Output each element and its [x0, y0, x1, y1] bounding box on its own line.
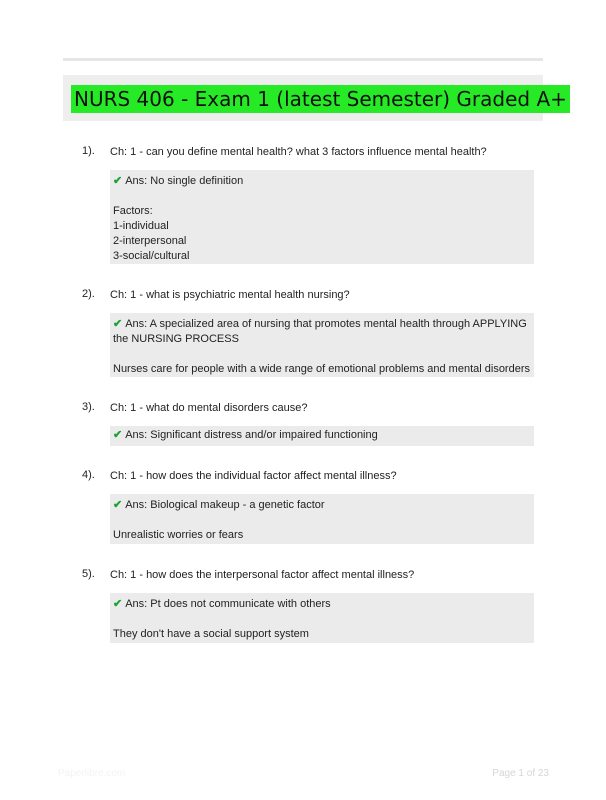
question-text: Ch: 1 - how does the interpersonal factor affect mental illness? — [110, 569, 415, 581]
question-number: 4). — [82, 469, 95, 481]
answer-line: 2-interpersonal — [113, 235, 187, 247]
answer-line: the NURSING PROCESS — [113, 333, 239, 345]
check-icon: ✔ — [113, 499, 123, 511]
check-icon: ✔ — [113, 429, 123, 441]
question-text: Ch: 1 - what do mental disorders cause? — [110, 402, 308, 414]
answer-box — [110, 170, 534, 264]
answer-line: 3-social/cultural — [113, 250, 190, 262]
answer-line — [113, 612, 530, 627]
answer-line — [113, 347, 530, 362]
question-text: Ch: 1 - how does the individual factor affect mental illness? — [110, 470, 397, 482]
page-number: Page 1 of 23 — [492, 768, 549, 779]
answer-line: Unrealistic worries or fears — [113, 529, 244, 541]
check-icon: ✔ — [113, 598, 123, 610]
answer-line: 1-individual — [113, 220, 169, 232]
answer-line: Nurses care for people with a wide range of emotional problems and mental disorders — [113, 363, 530, 375]
answer-line — [113, 513, 530, 528]
answer-box — [110, 426, 534, 446]
answer-line: Ans: No single definition — [125, 175, 244, 187]
answer-line: Factors: — [113, 205, 153, 217]
check-icon: ✔ — [113, 175, 123, 187]
question-text: Ch: 1 - what is psychiatric mental health nursing? — [110, 289, 350, 301]
answer-box — [110, 593, 534, 643]
question-number: 1). — [82, 145, 95, 157]
check-icon: ✔ — [113, 318, 123, 330]
answer-line: They don't have a social support system — [113, 628, 309, 640]
footer-watermark: Paperlibre.com — [58, 768, 126, 779]
document-title: NURS 406 - Exam 1 (latest Semester) Graded A+ — [71, 85, 570, 113]
top-divider — [63, 58, 543, 61]
answer-line — [113, 189, 530, 204]
question-text: Ch: 1 - can you define mental health? what 3 factors influence mental health? — [110, 146, 487, 158]
answer-line: Ans: A specialized area of nursing that promotes mental health through APPLYING — [125, 318, 527, 330]
answer-box — [110, 313, 534, 377]
question-number: 3). — [82, 401, 95, 413]
answer-box — [110, 494, 534, 544]
answer-line: Ans: Biological makeup - a genetic factor — [125, 499, 325, 511]
title-banner — [63, 75, 567, 121]
question-number: 2). — [82, 288, 95, 300]
answer-line: Ans: Pt does not communicate with others — [125, 598, 331, 610]
question-number: 5). — [82, 568, 95, 580]
answer-line: Ans: Significant distress and/or impaired functioning — [125, 429, 378, 441]
